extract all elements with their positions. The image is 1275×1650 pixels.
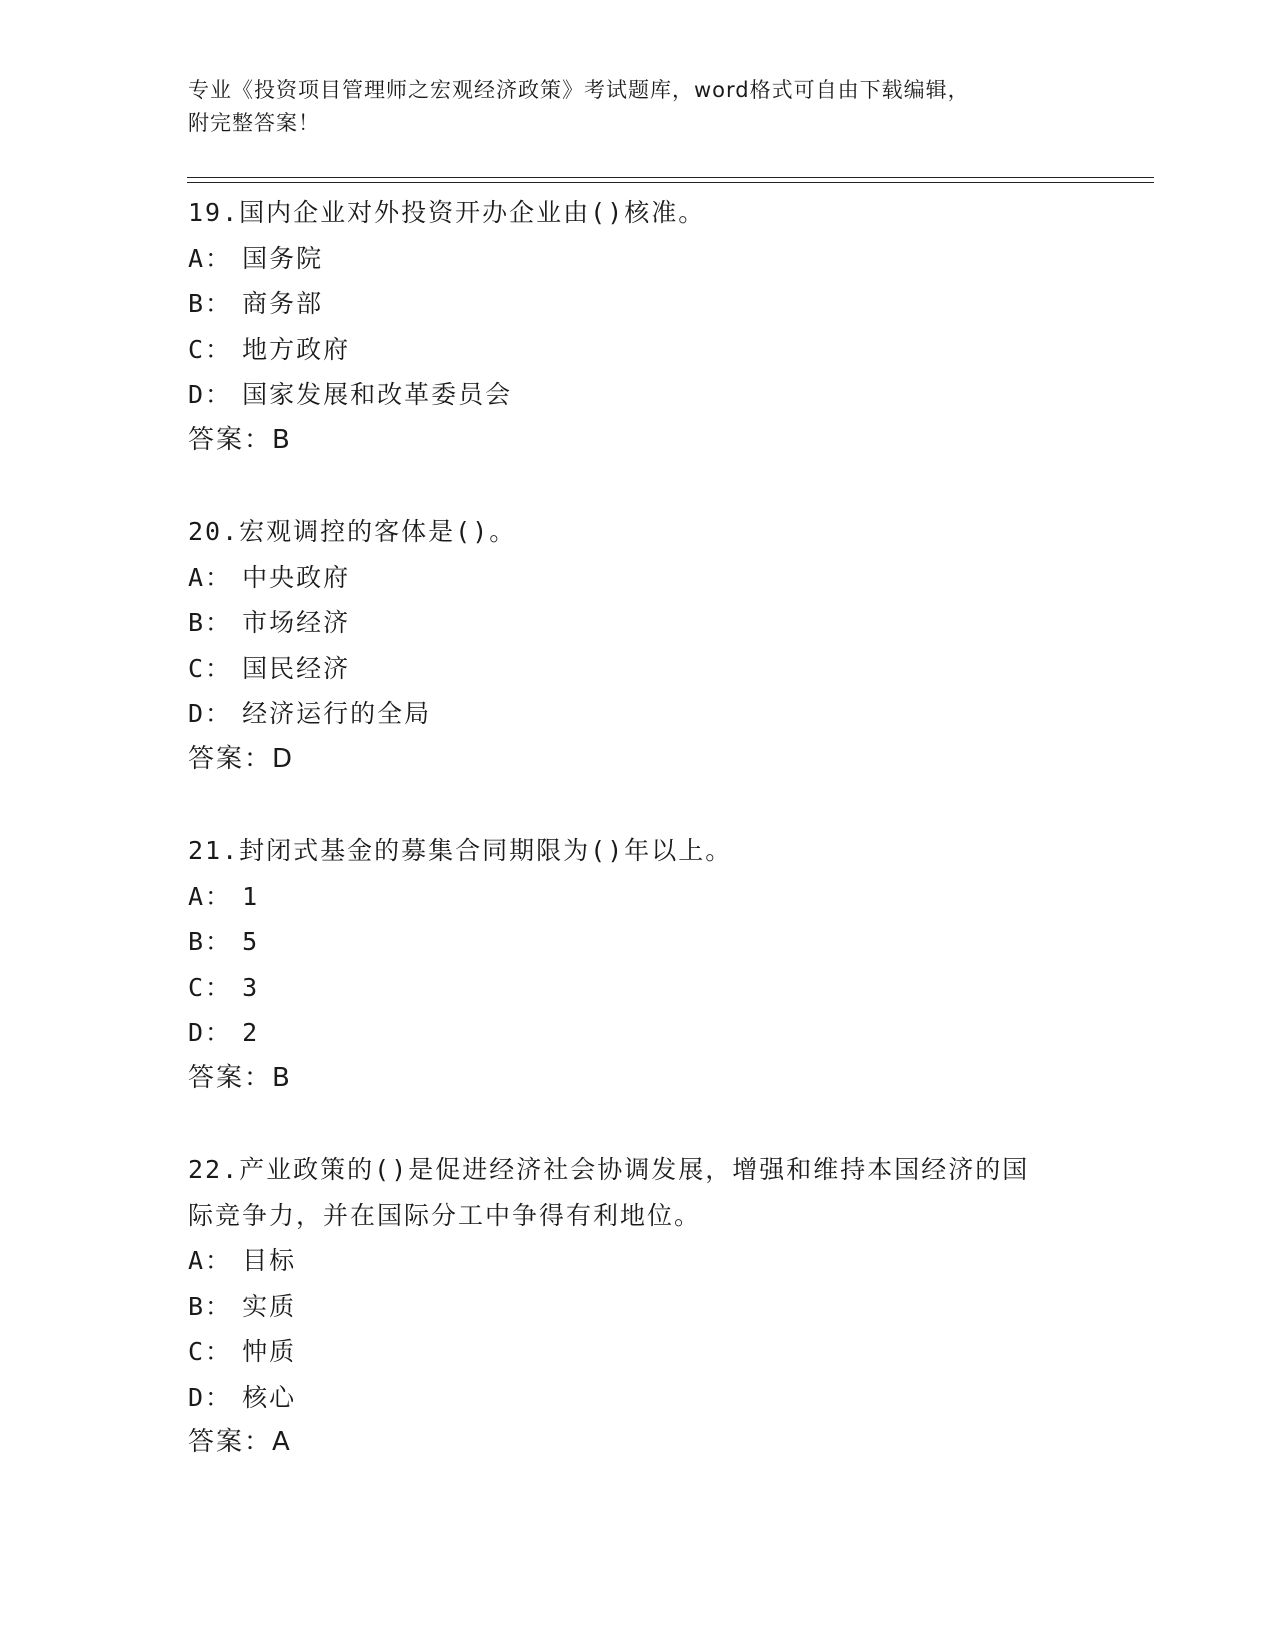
option-text: 国务院: [242, 243, 324, 273]
option-key: A：: [188, 243, 233, 273]
option-text: 3: [242, 972, 260, 1002]
question-stem-continued: 际竞争力，并在国际分工中争得有利地位。: [188, 1200, 702, 1230]
question-21: [188, 828, 1088, 1101]
question-stem-line: 宏观调控的客体是()。: [239, 517, 517, 546]
option-a: [188, 555, 1088, 601]
option-key: D：: [188, 380, 233, 409]
option-b: [188, 600, 1088, 646]
option-text: 5: [242, 927, 260, 956]
option-d: [188, 1375, 1088, 1421]
header-line-2: 附完整答案！: [188, 111, 320, 135]
answer-line: 答案：D: [188, 743, 295, 774]
question-number: 22.: [188, 1155, 240, 1184]
option-key: A：: [188, 562, 233, 592]
header-divider-top: [187, 177, 1154, 178]
question-22: [188, 1147, 1088, 1466]
option-a: [188, 236, 1088, 282]
option-key: B：: [188, 608, 233, 637]
option-d: [188, 691, 1088, 737]
question-stem: [188, 828, 1088, 874]
header-line-1: 专业《投资项目管理师之宏观经济政策》考试题库，word格式可自由下载编辑，: [188, 78, 970, 102]
option-text: 商务部: [242, 289, 324, 318]
option-text: 实质: [242, 1291, 297, 1321]
option-d: [188, 1010, 1088, 1056]
question-number: 21.: [188, 836, 240, 865]
option-text: 地方政府: [242, 334, 351, 364]
option-text: 1: [242, 881, 260, 911]
option-key: C：: [188, 1337, 233, 1366]
option-b: [188, 281, 1088, 327]
answer-line: 答案：B: [188, 1062, 292, 1093]
question-20: [188, 509, 1088, 782]
option-a: [188, 1238, 1088, 1284]
question-stem: [188, 190, 1088, 236]
question-number: 20.: [188, 517, 240, 546]
option-a: [188, 874, 1088, 920]
option-text: 国民经济: [242, 653, 351, 683]
option-text: 国家发展和改革委员会: [242, 380, 513, 409]
option-text: 核心: [242, 1382, 297, 1412]
option-text: 市场经济: [242, 608, 351, 637]
question-stem: [188, 1147, 1088, 1193]
option-c: [188, 965, 1088, 1011]
option-b: [188, 1284, 1088, 1330]
question-stem-line: 国内企业对外投资开办企业由()核准。: [239, 198, 706, 227]
document-header: [188, 74, 1088, 140]
question-19: [188, 190, 1088, 463]
option-key: C：: [188, 653, 233, 683]
option-key: D：: [188, 699, 233, 728]
answer-line: 答案：B: [188, 424, 292, 455]
answer-line: 答案：A: [188, 1427, 292, 1457]
option-text: 经济运行的全局: [242, 699, 432, 728]
option-key: C：: [188, 334, 233, 364]
option-d: [188, 372, 1088, 418]
option-key: D：: [188, 1382, 233, 1412]
option-b: [188, 919, 1088, 965]
option-text: 目标: [242, 1246, 297, 1275]
option-c: [188, 646, 1088, 692]
option-key: B：: [188, 1291, 233, 1321]
option-key: B：: [188, 927, 233, 956]
option-text: 中央政府: [242, 562, 351, 592]
option-key: B：: [188, 289, 233, 318]
option-text: 2: [242, 1018, 260, 1047]
option-key: A：: [188, 1246, 233, 1275]
question-number: 19.: [188, 198, 240, 227]
option-key: C：: [188, 972, 233, 1002]
option-key: A：: [188, 881, 233, 911]
option-c: [188, 1329, 1088, 1375]
header-divider-bottom: [187, 182, 1154, 183]
question-stem-line: 产业政策的()是促进经济社会协调发展，增强和维持本国经济的国: [239, 1155, 1030, 1184]
option-key: D：: [188, 1018, 233, 1047]
question-stem: [188, 509, 1088, 555]
option-text: 忡质: [242, 1337, 297, 1366]
question-stem-line: 封闭式基金的募集合同期限为()年以上。: [239, 836, 733, 865]
option-c: [188, 327, 1088, 373]
